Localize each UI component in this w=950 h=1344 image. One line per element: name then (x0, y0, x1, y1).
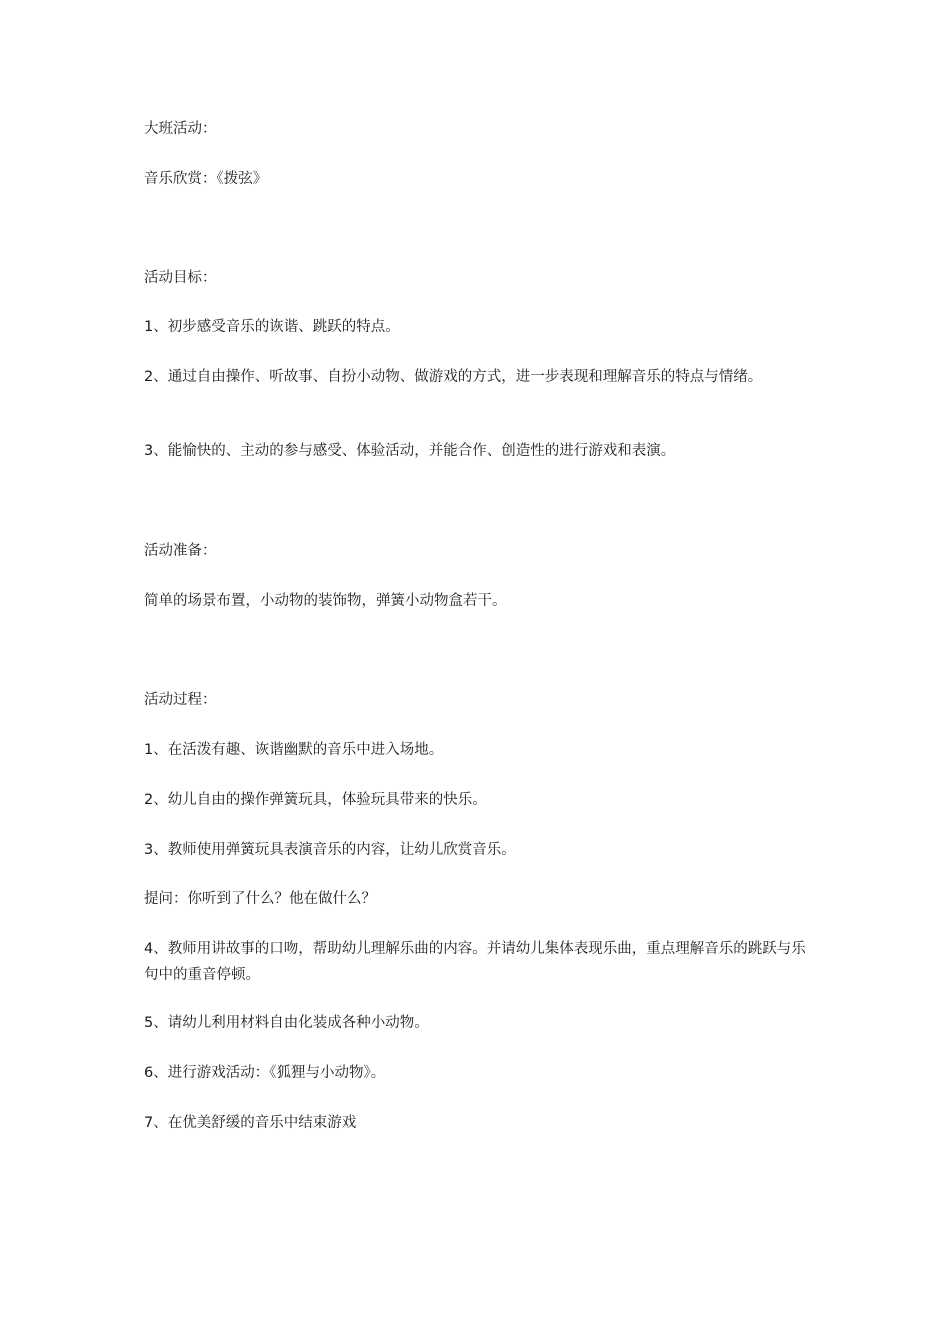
process-item-5: 5、请幼儿利用材料自由化装成各种小动物。 (144, 1015, 429, 1031)
goal-item-1: 1、初步感受音乐的诙谐、跳跃的特点。 (144, 319, 400, 335)
class-title: 大班活动： (144, 121, 217, 137)
preparation-text: 简单的场景布置，小动物的装饰物，弹簧小动物盒若干。 (144, 593, 507, 609)
preparation-heading: 活动准备： (144, 543, 217, 559)
goal-item-3: 3、能愉快的、主动的参与感受、体验活动，并能合作、创造性的进行游戏和表演。 (144, 443, 676, 459)
process-item-3: 3、教师使用弹簧玩具表演音乐的内容，让幼儿欣赏音乐。 (144, 842, 516, 858)
goal-item-2: 2、通过自由操作、听故事、自扮小动物、做游戏的方式，进一步表现和理解音乐的特点与情绪。 (144, 369, 763, 385)
process-question: 提问：你听到了什么？他在做什么？ (144, 891, 376, 907)
process-item-6: 6、进行游戏活动：《狐狸与小动物》。 (144, 1065, 386, 1081)
process-heading: 活动过程： (144, 692, 217, 708)
process-item-2: 2、幼儿自由的操作弹簧玩具，体验玩具带来的快乐。 (144, 792, 487, 808)
goals-heading: 活动目标： (144, 270, 217, 286)
process-item-1: 1、在活泼有趣、诙谐幽默的音乐中进入场地。 (144, 742, 444, 758)
process-item-7: 7、在优美舒缓的音乐中结束游戏 (144, 1115, 357, 1131)
process-item-4: 4、教师用讲故事的口吻，帮助幼儿理解乐曲的内容。并请幼儿集体表现乐曲，重点理解音乐的跳跃与乐句中的重音停顿。 (144, 941, 806, 983)
activity-subject: 音乐欣赏：《拨弦》 (144, 171, 268, 187)
